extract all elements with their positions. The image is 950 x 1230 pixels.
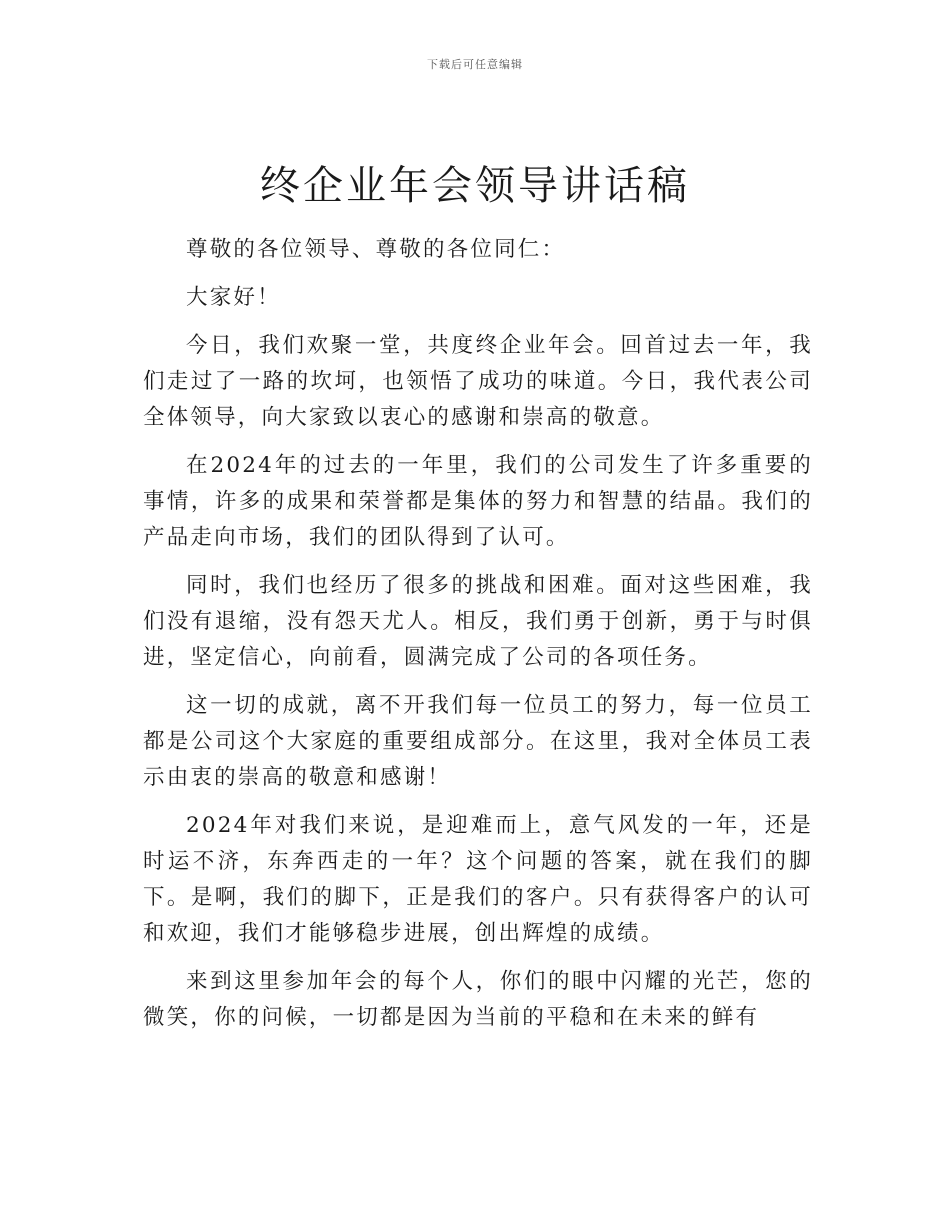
- body-paragraph: 在2024年的过去的一年里，我们的公司发生了许多重要的事情，许多的成果和荣誉都是集体的努力和智慧的结晶。我们的产品走向市场，我们的团队得到了认可。: [143, 453, 813, 550]
- body-paragraph: 来到这里参加年会的每个人，你们的眼中闪耀的光芒，您的微笑，你的问候，一切都是因为当前的平稳和在未来的鲜有: [143, 969, 813, 1030]
- body-paragraph: 今日，我们欢聚一堂，共度终企业年会。回首过去一年，我们走过了一路的坎坷，也领悟了成功的味道。今日，我代表公司全体领导，向大家致以衷心的感谢和崇高的敬意。: [143, 333, 813, 430]
- body-paragraph: 这一切的成就，离不开我们每一位员工的努力，每一位员工都是公司这个大家庭的重要组成部分。在这里，我对全体员工表示由衷的崇高的敬意和感谢！: [143, 693, 813, 790]
- salutation-paragraph: 大家好！: [186, 285, 281, 310]
- body-paragraph: 同时，我们也经历了很多的挑战和困难。面对这些困难，我们没有退缩，没有怨天尤人。相反，我们勇于创新，勇于与时俱进，坚定信心，向前看，圆满完成了公司的各项任务。: [143, 573, 813, 670]
- document-body: [143, 232, 813, 1048]
- header-note: 下载后可任意编辑: [427, 58, 523, 71]
- body-paragraph: 2024年对我们来说，是迎难而上，意气风发的一年，还是时运不济，东奔西走的一年？这个问题的答案，就在我们的脚下。是啊，我们的脚下，正是我们的客户。只有获得客户的认可和欢迎，我们才能够稳步进展，创出辉煌的成绩。: [143, 813, 813, 946]
- document-title: 终企业年会领导讲话稿: [260, 163, 690, 209]
- greeting-paragraph: 尊敬的各位领导、尊敬的各位同仁：: [186, 237, 566, 262]
